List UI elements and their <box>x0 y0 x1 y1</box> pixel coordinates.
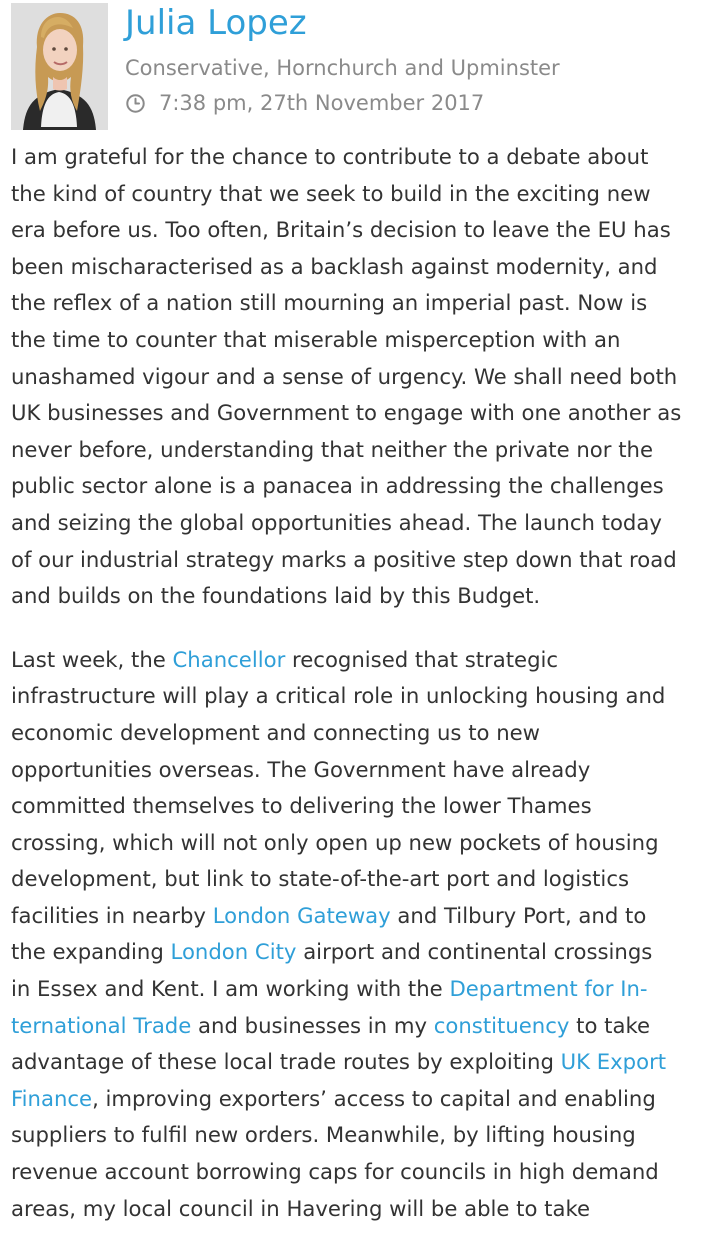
speech-line <box>11 678 711 715</box>
speech-line: UK businesses and Government to engage with one another as <box>11 400 682 426</box>
speech-line <box>11 752 711 789</box>
speaker-name[interactable]: Julia Lopez <box>125 3 307 43</box>
speech-line: the kind of country that we seek to build in the exciting new <box>11 180 651 206</box>
speech-text-segment: Last week, the <box>11 646 173 672</box>
speech-paragraph <box>11 642 711 1228</box>
speech-line: and builds on the foundations laid by this Budget. <box>11 583 541 609</box>
speech-line <box>11 1081 711 1118</box>
speech-line: never before, understanding that neither the private nor the <box>11 436 653 462</box>
speech-text-segment: advantage of these local trade routes by exploiting <box>11 1049 561 1075</box>
speech-link[interactable]: constituency <box>433 1012 570 1038</box>
speech-text-segment: areas, my local council in Havering will be able to take <box>11 1195 591 1221</box>
speech-line <box>11 1154 711 1191</box>
speech-line: public sector alone is a panacea in addressing the challenges <box>11 473 664 499</box>
speech-line: unashamed vigour and a sense of urgency. We shall need both <box>11 363 678 389</box>
speech-line <box>11 861 711 898</box>
speech-text-segment: suppliers to fulfil new orders. Meanwhile, by lifting housing <box>11 1122 636 1148</box>
speech-text-segment: opportunities overseas. The Government have already <box>11 756 591 782</box>
speech-content <box>11 139 711 1254</box>
speech-line <box>11 1008 711 1045</box>
speech-line <box>11 788 711 825</box>
speech-link[interactable]: London Gateway <box>212 902 391 928</box>
speech-line <box>11 1044 711 1081</box>
speech-link[interactable]: ternational Trade <box>11 1012 192 1038</box>
speech-link[interactable]: London City <box>170 939 297 965</box>
speech-text-segment: , improving exporters’ access to capital and enabling <box>92 1085 656 1111</box>
speech-line: era before us. Too often, Britain’s decision to leave the EU has <box>11 217 671 243</box>
speech-text-segment: the expanding <box>11 939 171 965</box>
speech-line <box>11 934 711 971</box>
speech-line <box>11 971 711 1008</box>
speech-text-segment: economic development and connecting us to new <box>11 719 541 745</box>
speech-text-segment: airport and continental crossings <box>296 939 653 965</box>
profile-photo-icon <box>11 3 108 130</box>
speech-text-segment: revenue account borrowing caps for councils in high demand <box>11 1159 659 1185</box>
speech-link[interactable]: Department for In- <box>449 976 648 1002</box>
speech-text-segment: crossing, which will not only open up new pockets of housing <box>11 829 659 855</box>
speech-text-segment: committed themselves to delivering the lower Thames <box>11 793 592 819</box>
speech-line <box>11 898 711 935</box>
speech-line <box>11 1191 711 1228</box>
speaker-avatar[interactable] <box>11 3 108 130</box>
speech-line <box>11 1117 711 1154</box>
speech-line: of our industrial strategy marks a positive step down that road <box>11 546 677 572</box>
speech-text-segment: and businesses in my <box>191 1012 434 1038</box>
speech-line: the time to counter that miserable misperception with an <box>11 326 621 352</box>
speech-link[interactable]: Finance <box>11 1085 93 1111</box>
speech-line <box>11 642 711 679</box>
speech-paragraph <box>11 139 711 615</box>
speech-line: the reflex of a nation still mourning an imperial past. Now is <box>11 290 648 316</box>
speech-line: I am grateful for the chance to contribute to a debate about <box>11 144 649 169</box>
speaker-header <box>11 3 711 133</box>
speech-line <box>11 715 711 752</box>
speech-line: been mischaracterised as a backlash against modernity, and <box>11 253 658 279</box>
speech-text-segment: recognised that strategic <box>285 646 559 672</box>
speech-text-segment: development, but link to state-of-the-art port and logistics <box>11 866 630 892</box>
speech-text-segment: infrastructure will play a critical role in unlocking housing and <box>11 683 666 709</box>
speech-text-segment: facilities in nearby <box>11 902 213 928</box>
speaker-affiliation: Conservative, Hornchurch and Upminster <box>125 56 560 80</box>
speech-paragraphs <box>11 139 711 1227</box>
speech-text-segment: and Tilbury Port, and to <box>390 902 647 928</box>
speech-link[interactable]: Chancellor <box>172 646 286 672</box>
speech-line: and seizing the global opportunities ahead. The launch today <box>11 509 662 535</box>
clock-icon <box>125 93 146 114</box>
speech-link[interactable]: UK Export <box>560 1049 667 1075</box>
speech-text-segment: in Essex and Kent. I am working with the <box>11 976 450 1002</box>
speech-text-segment: to take <box>569 1012 651 1038</box>
timestamp-row <box>125 89 484 117</box>
speech-line <box>11 825 711 862</box>
speech-timestamp: 7:38 pm, 27th November 2017 <box>159 91 485 115</box>
